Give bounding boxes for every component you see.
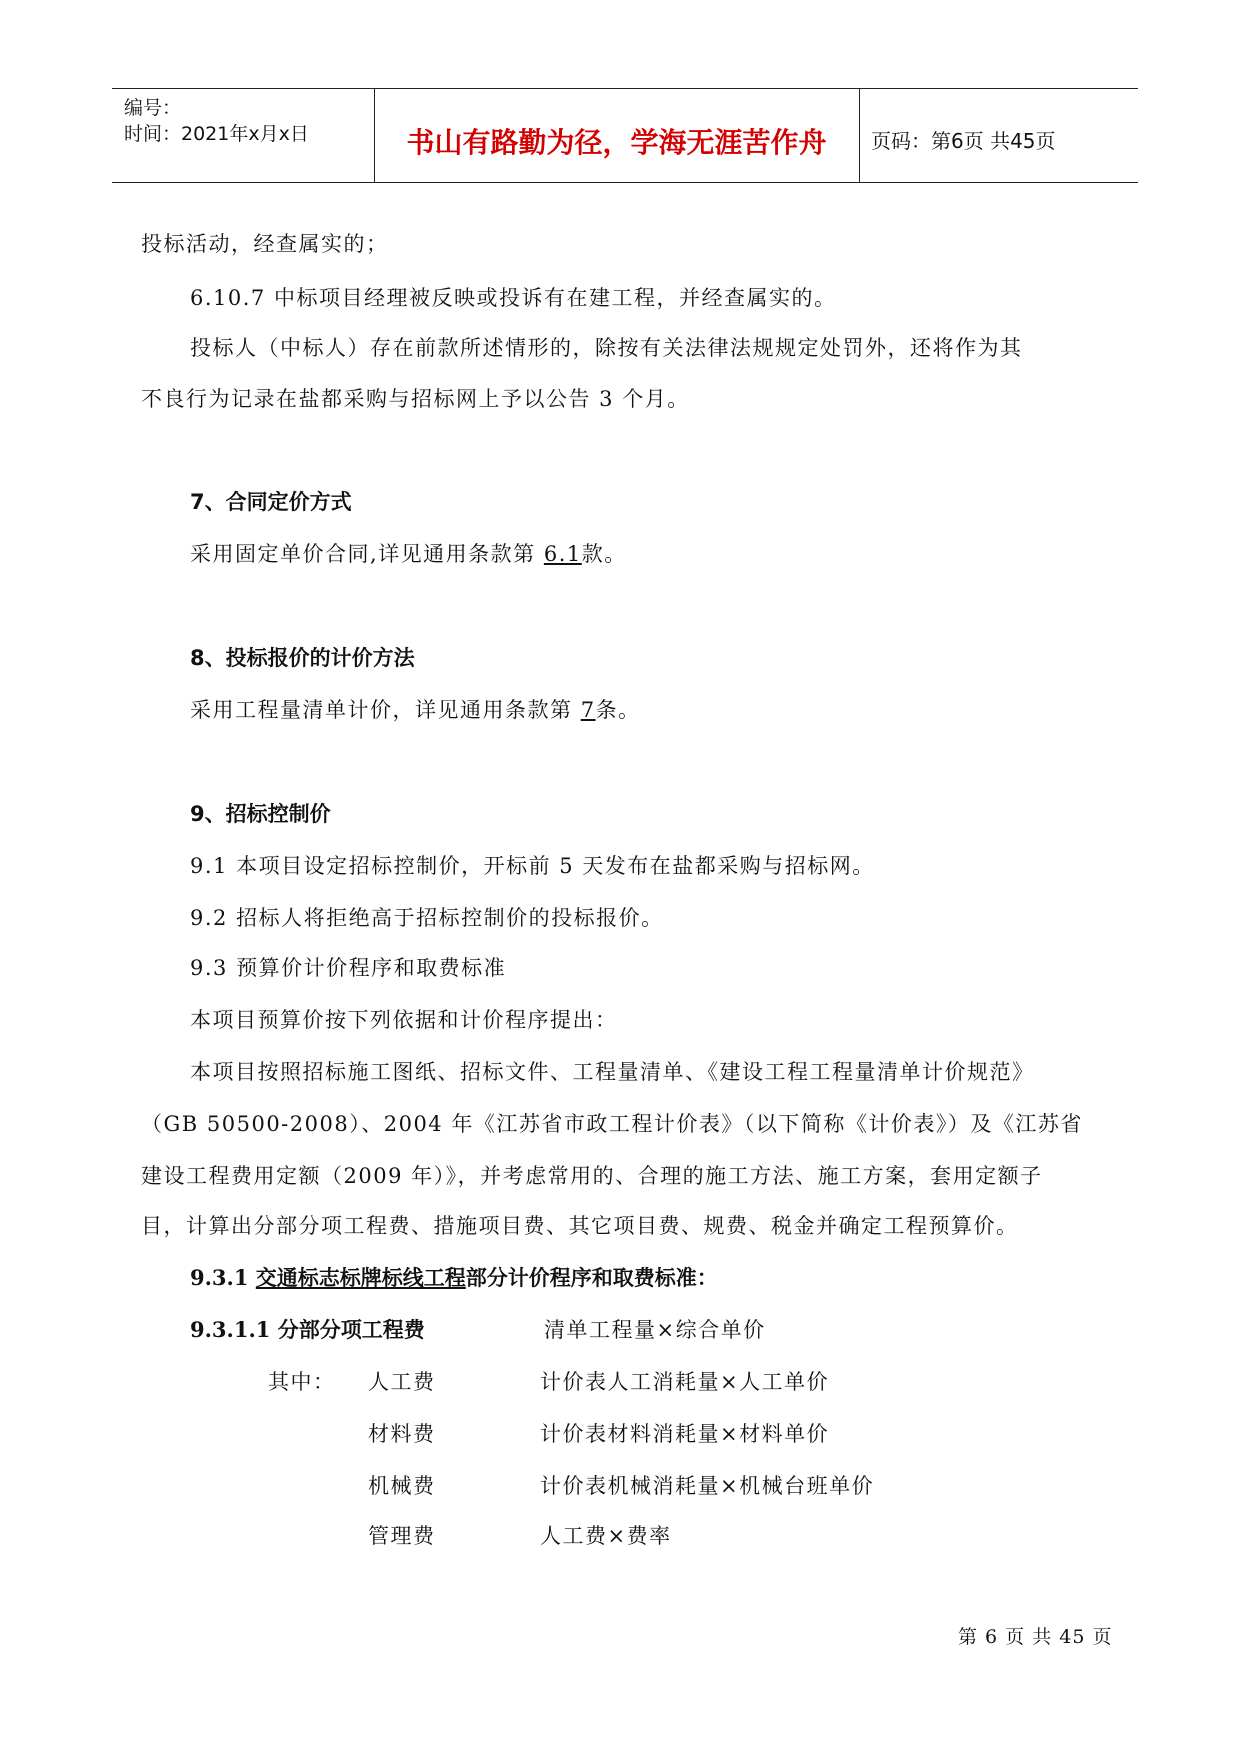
motto-text: 书山有路勤为径，学海无涯苦作舟 — [406, 126, 827, 159]
clause-9-3-1-title — [190, 1262, 718, 1292]
text-part: 采用固定单价合同,详见通用条款第 — [190, 542, 544, 566]
header-meta-cell — [112, 89, 375, 182]
page-header — [112, 88, 1138, 183]
clause-9-3-1-1-formula: 清单工程量×综合单价 — [544, 1318, 766, 1342]
paragraph-line: 投标活动，经查属实的； — [141, 232, 389, 256]
section-9-title: 9、招标控制价 — [190, 802, 331, 826]
paragraph-line: 本项目按照招标施工图纸、招标文件、工程量清单、《建设工程工程量清单计价规范》 — [190, 1060, 1035, 1084]
underlined-text: 交通标志标牌标线工程 — [255, 1265, 466, 1290]
section-7-title: 7、合同定价方式 — [190, 490, 352, 514]
text-part: 采用工程量清单计价，详见通用条款第 — [190, 698, 581, 722]
text-part: 款。 — [581, 542, 627, 566]
underlined-ref: 7 — [580, 698, 596, 722]
clause-9-3: 9.3 预算价计价程序和取费标准 — [190, 956, 507, 980]
cost-item-name: 材料费 — [368, 1422, 436, 1446]
paragraph-line: 建设工程费用定额（2009 年）》，并考虑常用的、合理的施工方法、施工方案，套用定额子 — [141, 1164, 1043, 1188]
header-motto-cell — [374, 89, 860, 182]
paragraph-line: 本项目预算价按下列依据和计价程序提出： — [190, 1008, 618, 1032]
paragraph-line: 目，计算出分部分项工程费、措施项目费、其它项目费、规费、税金并确定工程预算价。 — [141, 1214, 1019, 1238]
text-part: 条。 — [595, 698, 641, 722]
cost-item-formula: 人工费×费率 — [540, 1524, 672, 1548]
header-page-cell — [859, 89, 1138, 182]
clause-9-3-1-1-title: 9.3.1.1 分部分项工程费 — [190, 1317, 425, 1342]
underlined-ref: 6.1 — [543, 542, 582, 566]
cost-item-name: 机械费 — [368, 1474, 436, 1498]
number-label: 编号： — [124, 97, 182, 119]
time-label: 时间：2021年x月x日 — [124, 123, 309, 145]
cost-item-name: 人工费 — [368, 1370, 436, 1394]
header-page-info: 页码：第6页 共45页 — [871, 129, 1056, 153]
among-label: 其中： — [268, 1370, 336, 1394]
cost-item-formula: 计价表人工消耗量×人工单价 — [540, 1370, 830, 1394]
page-footer: 第 6 页 共 45 页 — [958, 1626, 1113, 1648]
paragraph-line: 投标人（中标人）存在前款所述情形的，除按有关法律法规规定处罚外，还将作为其 — [190, 336, 1023, 360]
clause-9-2: 9.2 招标人将拒绝高于招标控制价的投标报价。 — [190, 906, 664, 930]
cost-item-formula: 计价表材料消耗量×材料单价 — [540, 1422, 830, 1446]
clause-6-10-7: 6.10.7 中标项目经理被反映或投诉有在建工程，并经查属实的。 — [190, 286, 837, 310]
section-8-text — [190, 694, 641, 724]
clause-9-1: 9.1 本项目设定招标控制价，开标前 5 天发布在盐都采购与招标网。 — [190, 854, 875, 878]
section-7-text — [190, 538, 627, 568]
section-8-title: 8、投标报价的计价方法 — [190, 646, 415, 670]
cost-item-name: 管理费 — [368, 1524, 436, 1548]
cost-item-formula: 计价表机械消耗量×机械台班单价 — [540, 1474, 875, 1498]
text-part: 9.3.1 — [190, 1265, 256, 1290]
text-part: 部分计价程序和取费标准： — [465, 1265, 718, 1290]
paragraph-line: （GB 50500-2008）、2004 年《江苏省市政工程计价表》（以下简称《计价表》）及《江苏省 — [141, 1112, 1083, 1136]
paragraph-line: 不良行为记录在盐都采购与招标网上予以公告 3 个月。 — [141, 387, 690, 411]
